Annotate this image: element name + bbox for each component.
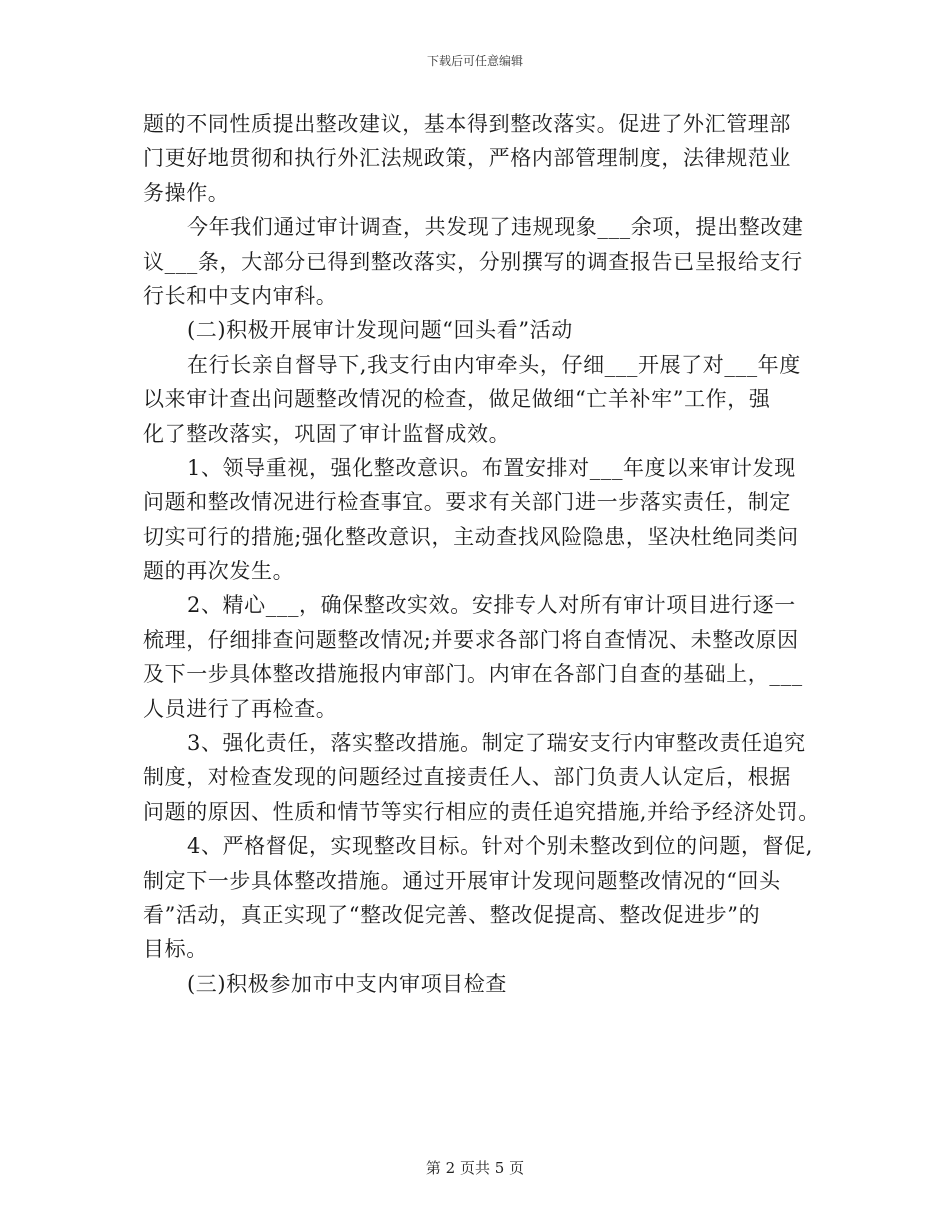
text-line: (二)积极开展审计发现问题“回头看”活动 xyxy=(187,318,573,343)
text-line: 看”活动，真正实现了“整改促完善、整改促提高、整改促进步”的 xyxy=(143,902,761,927)
text-line: 化了整改落实，巩固了审计监督成效。 xyxy=(143,421,511,446)
text-line: 题的不同性质提出整改建议，基本得到整改落实。促进了外汇管理部 xyxy=(143,112,791,136)
text-line: (三)积极参加市中支内审项目检查 xyxy=(187,971,507,996)
text-line: 问题和整改情况进行检查事宜。要求有关部门进一步落实责任，制定 xyxy=(143,490,791,515)
text-line: 人员进行了再检查。 xyxy=(143,696,338,721)
text-line: 及下一步具体整改措施报内审部门。内审在各部门自查的基础上，___ xyxy=(143,662,803,687)
text-line: 议___条，大部分已得到整改落实，分别撰写的调查报告已呈报给支行 xyxy=(143,249,803,274)
text-line: 1、领导重视，强化整改意识。布置安排对___年度以来审计发现 xyxy=(187,455,796,480)
text-line: 制定下一步具体整改措施。通过开展审计发现问题整改情况的“回头 xyxy=(143,868,781,893)
text-line: 门更好地贯彻和执行外汇法规政策，严格内部管理制度，法律规范业 xyxy=(143,146,791,171)
text-line: 梳理，仔细排查问题整改情况;并要求各部门将自查情况、未整改原因 xyxy=(143,627,799,652)
text-line: 以来审计查出问题整改情况的检查，做足做细“亡羊补牢”工作，强 xyxy=(143,387,771,412)
text-line: 4、严格督促，实现整改目标。针对个别未整改到位的问题，督促, xyxy=(187,834,814,859)
text-line: 在行长亲自督导下,我支行由内审牵头，仔细___开展了对___年度 xyxy=(187,352,801,377)
text-line: 2、精心___，确保整改实效。安排专人对所有审计项目进行逐一 xyxy=(187,593,796,618)
text-line: 问题的原因、性质和情节等实行相应的责任追究措施,并给予经济处罚。 xyxy=(143,799,820,824)
text-line: 3、强化责任，落实整改措施。制定了瑞安支行内审整改责任追究 xyxy=(187,731,806,756)
text-line: 今年我们通过审计调查，共发现了违规现象___余项，提出整改建 xyxy=(187,215,804,240)
page-header: 下载后可任意编辑 xyxy=(426,54,523,68)
text-line: 务操作。 xyxy=(143,180,230,205)
page-footer: 第 2 页共 5 页 xyxy=(425,1159,525,1177)
text-line: 制度，对检查发现的问题经过直接责任人、部门负责人认定后，根据 xyxy=(143,765,791,790)
document-body xyxy=(143,107,823,1001)
text-line: 行长和中支内审科。 xyxy=(143,283,338,308)
text-line: 题的再次发生。 xyxy=(143,559,295,584)
text-line: 切实可行的措施;强化整改意识，主动查找风险隐患，坚决杜绝同类问 xyxy=(143,524,799,549)
text-line: 目标。 xyxy=(143,937,208,962)
